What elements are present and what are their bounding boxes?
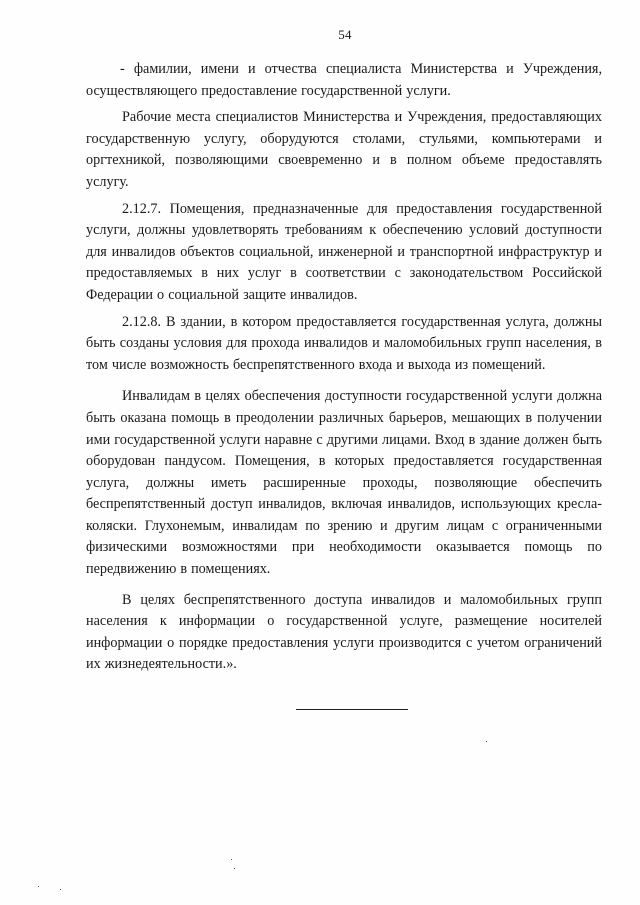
paragraph-workplaces: Рабочие места специалистов Министерства и Учреждения, предоставляющих государственную услугу, оборудуются столами, стульями, компьютерами и оргтехникой, позволяющими своевременно и в полном объеме предоставлять услугу. bbox=[86, 109, 602, 190]
paragraph-information-access: В целях беспрепятственного доступа инвалидов и маломобильных групп населения к информации о государственной услуге, размещение носителей информации о порядке предоставления услуги производится с учетом ограничений их жизнедеятельности.». bbox=[86, 591, 602, 673]
scan-speck bbox=[231, 859, 232, 860]
scan-speck bbox=[486, 741, 487, 742]
paragraph-2-12-7: 2.12.7. Помещения, предназначенные для предоставления государственной услуги, должны удовлетворять требованиям к обеспечению условий доступности для инвалидов объектов социальной, инженерной и транспортной инфраструктур и предоставляемых в них услуг в соответствии с законодательством Российской Федерации о социальной защите инвалидов. bbox=[86, 200, 602, 303]
paragraph-contact-names: - фамилии, имени и отчества специалиста Министерства и Учреждения, осуществляющего предоставление государственной услуги. bbox=[86, 61, 602, 99]
closing-rule bbox=[296, 709, 408, 710]
paragraph-disabled-assistance: Инвалидам в целях обеспечения доступности государственной услуги должна быть оказана помощь в преодолении различных барьеров, мешающих в получении ими государственной услуги наравне с другими лицами. Вход в здание должен быть оборудован пандусом. Помещения, в которых предоставляется государственная услуга, должны иметь расширенные проходы, позволяющие обеспечить беспрепятственный доступ инвалидов, включая инвалидов, использующих кресла-коляски. Глухонемым, инвалидам по зрению и другим лицам с ограниченными физическими возможностями при необходимости оказывается помощь по передвижению в помещениях. bbox=[86, 388, 602, 578]
scan-speck bbox=[234, 868, 235, 869]
page-number: 54 bbox=[338, 27, 352, 42]
paragraph-2-12-8: 2.12.8. В здании, в котором предоставляется государственная услуга, должны быть созданы условия для прохода инвалидов и маломобильных групп населения, в том числе возможность беспрепятственного входа и выхода из помещений. bbox=[86, 313, 602, 373]
scan-speck bbox=[38, 886, 39, 887]
scan-speck bbox=[60, 889, 61, 890]
document-body bbox=[86, 59, 602, 676]
